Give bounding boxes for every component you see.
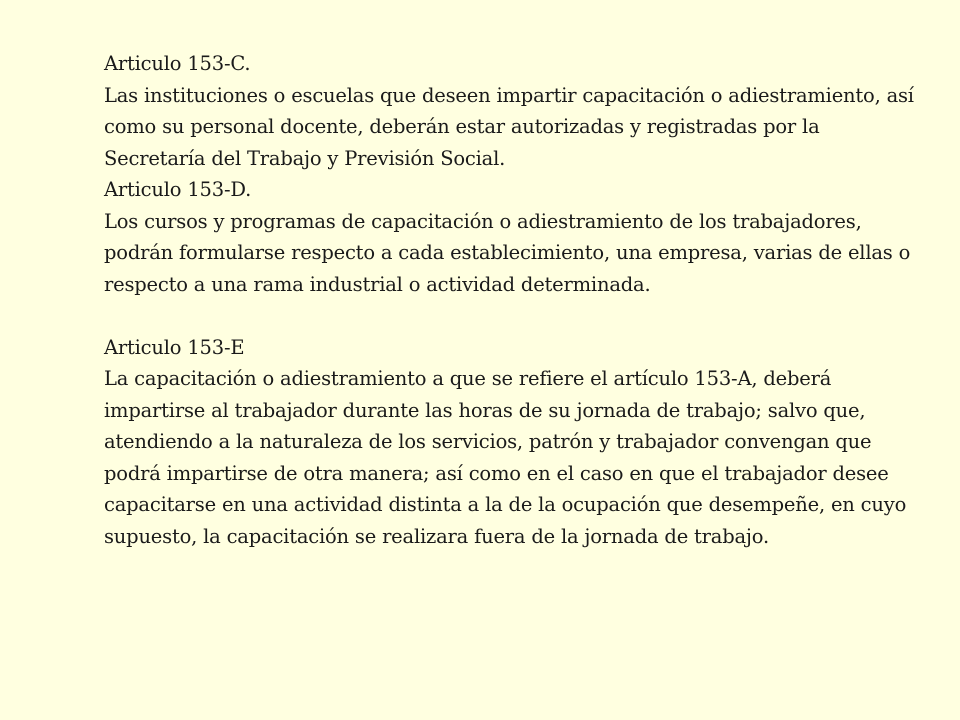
- article-153d-heading: Articulo 153-D.: [104, 178, 252, 201]
- article-153e-body: La capacitación o adiestramiento a que se refiere el artículo 153-A, deberá impartirse al trabajador durante las horas de su jornada de trabajo; salvo que, atendiendo a la naturaleza de los servicios, patrón y trabajador convengan que podrá impartirse de otra manera; así como en el caso en que el trabajador desee capacitarse en una actividad distinta a la de la ocupación que desempeñe, en cuyo supuesto, la capacitación se realizara fuera de la jornada de trabajo.: [104, 367, 907, 548]
- paragraph-spacer: [104, 300, 924, 332]
- article-153c-body: Las instituciones o escuelas que deseen impartir capacitación o adiestramiento, así como su personal docente, deberán estar autorizadas y registradas por la Secretaría del Trabajo y Previsión Social.: [104, 83, 914, 170]
- article-153d-body: Los cursos y programas de capacitación o adiestramiento de los trabajadores, podrán formularse respecto a cada establecimiento, una empresa, varias de ellas o respecto a una rama industrial o actividad determinada.: [104, 209, 911, 296]
- article-153c-heading: Articulo 153-C.: [104, 52, 251, 75]
- article-text-block: [104, 48, 924, 552]
- article-153e-heading: Articulo 153-E: [104, 335, 245, 359]
